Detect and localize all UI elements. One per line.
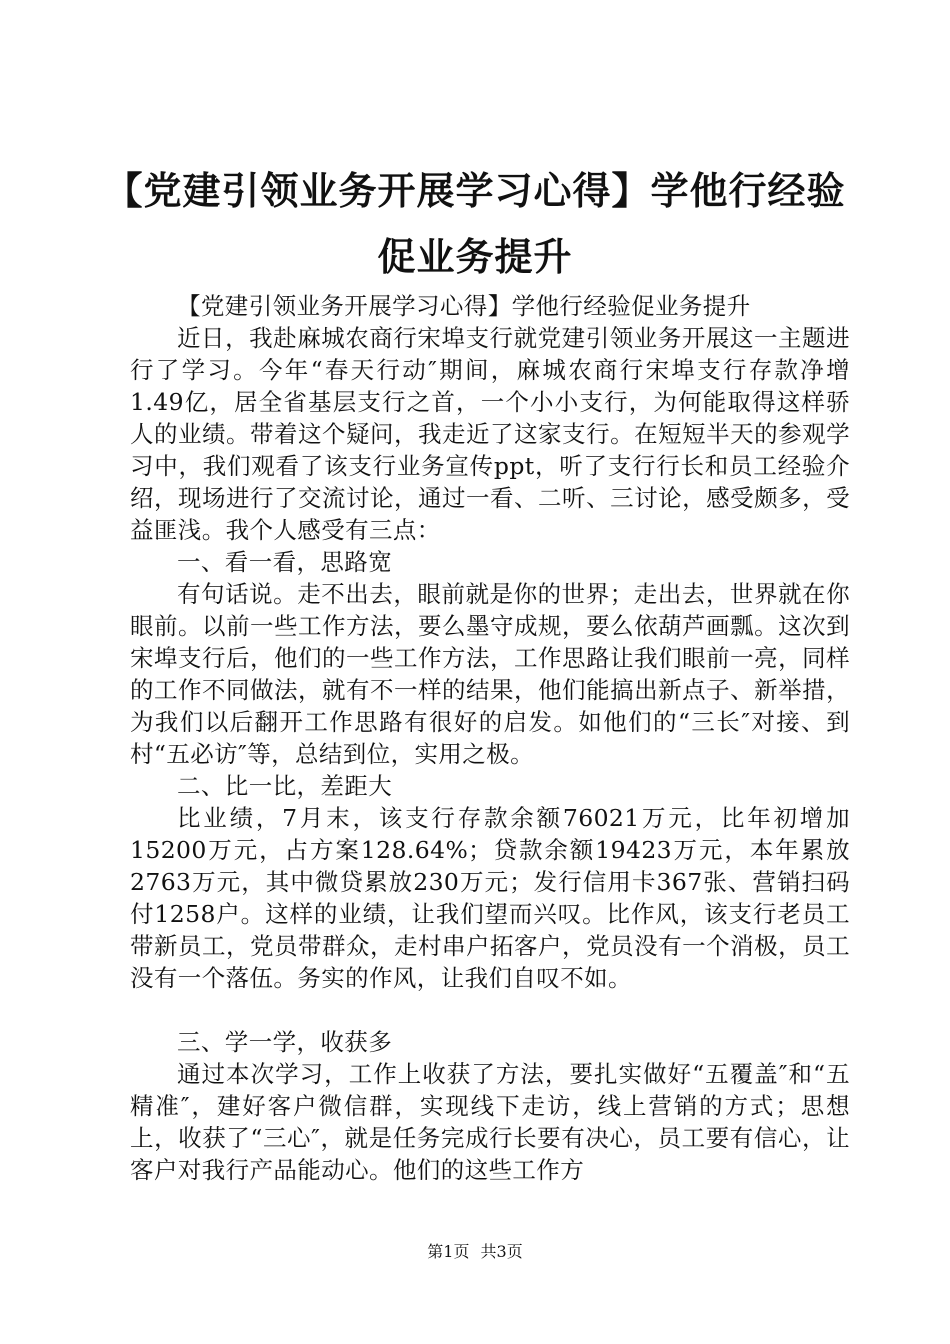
paragraph-subtitle: 【党建引领业务开展学习心得】学他行经验促业务提升 (177, 292, 751, 320)
document-title: 【党建引领业务开展学习心得】学他行经验促业务提升 (104, 169, 846, 279)
paragraph-intro: 近日，我赴麻城农商行宋埠支行就党建引领业务开展这一主题进行了学习。今年“春天行动″期间，麻城农商行宋埠支行存款净增1.49亿，居全省基层支行之首，一个小小支行，为何能取得这样骄人的业绩。带着这个疑问，我走近了这家支行。在短短半天的参观学习中，我们观看了该支行业务宣传ppt，听了支行行长和员工经验介绍，现场进行了交流讨论，通过一看、二听、三讨论，感受颇多，受益匪浅。我个人感受有三点： (130, 324, 850, 544)
page-footer: 第1页 共3页 (427, 1242, 523, 1261)
paragraph-section-2: 比业绩，7月末，该支行存款余额76021万元，比年初增加15200万元，占方案128.64%；贷款余额19423万元，本年累放2763万元，其中微贷累放230万元；发行信用卡367张、营销扫码付1258户。这样的业绩，让我们望而兴叹。比作风，该支行老员工带新员工，党员带群众，走村串户拓客户，党员没有一个消极，员工没有一个落伍。务实的作风，让我们自叹不如。 (130, 804, 850, 992)
document-body (130, 290, 850, 1186)
section-heading-2: 二、比一比，差距大 (177, 772, 393, 800)
paragraph-section-1: 有句话说。走不出去，眼前就是你的世界；走出去，世界就在你眼前。以前一些工作方法，要么墨守成规，要么依葫芦画瓢。这次到宋埠支行后，他们的一些工作方法，工作思路让我们眼前一亮，同样的工作不同做法，就有不一样的结果，他们能搞出新点子、新举措，为我们以后翻开工作思路有很好的启发。如他们的“三长″对接、到村“五必访″等，总结到位，实用之极。 (130, 580, 850, 768)
section-heading-3: 三、学一学，收获多 (177, 1028, 393, 1056)
section-heading-1: 一、看一看，思路宽 (177, 548, 393, 576)
paragraph-section-3: 通过本次学习，工作上收获了方法，要扎实做好“五覆盖″和“五精准″，建好客户微信群，实现线下走访，线上营销的方式；思想上，收获了“三心″，就是任务完成行长要有决心，员工要有信心，让客户对我行产品能动心。他们的这些工作方 (130, 1060, 850, 1184)
